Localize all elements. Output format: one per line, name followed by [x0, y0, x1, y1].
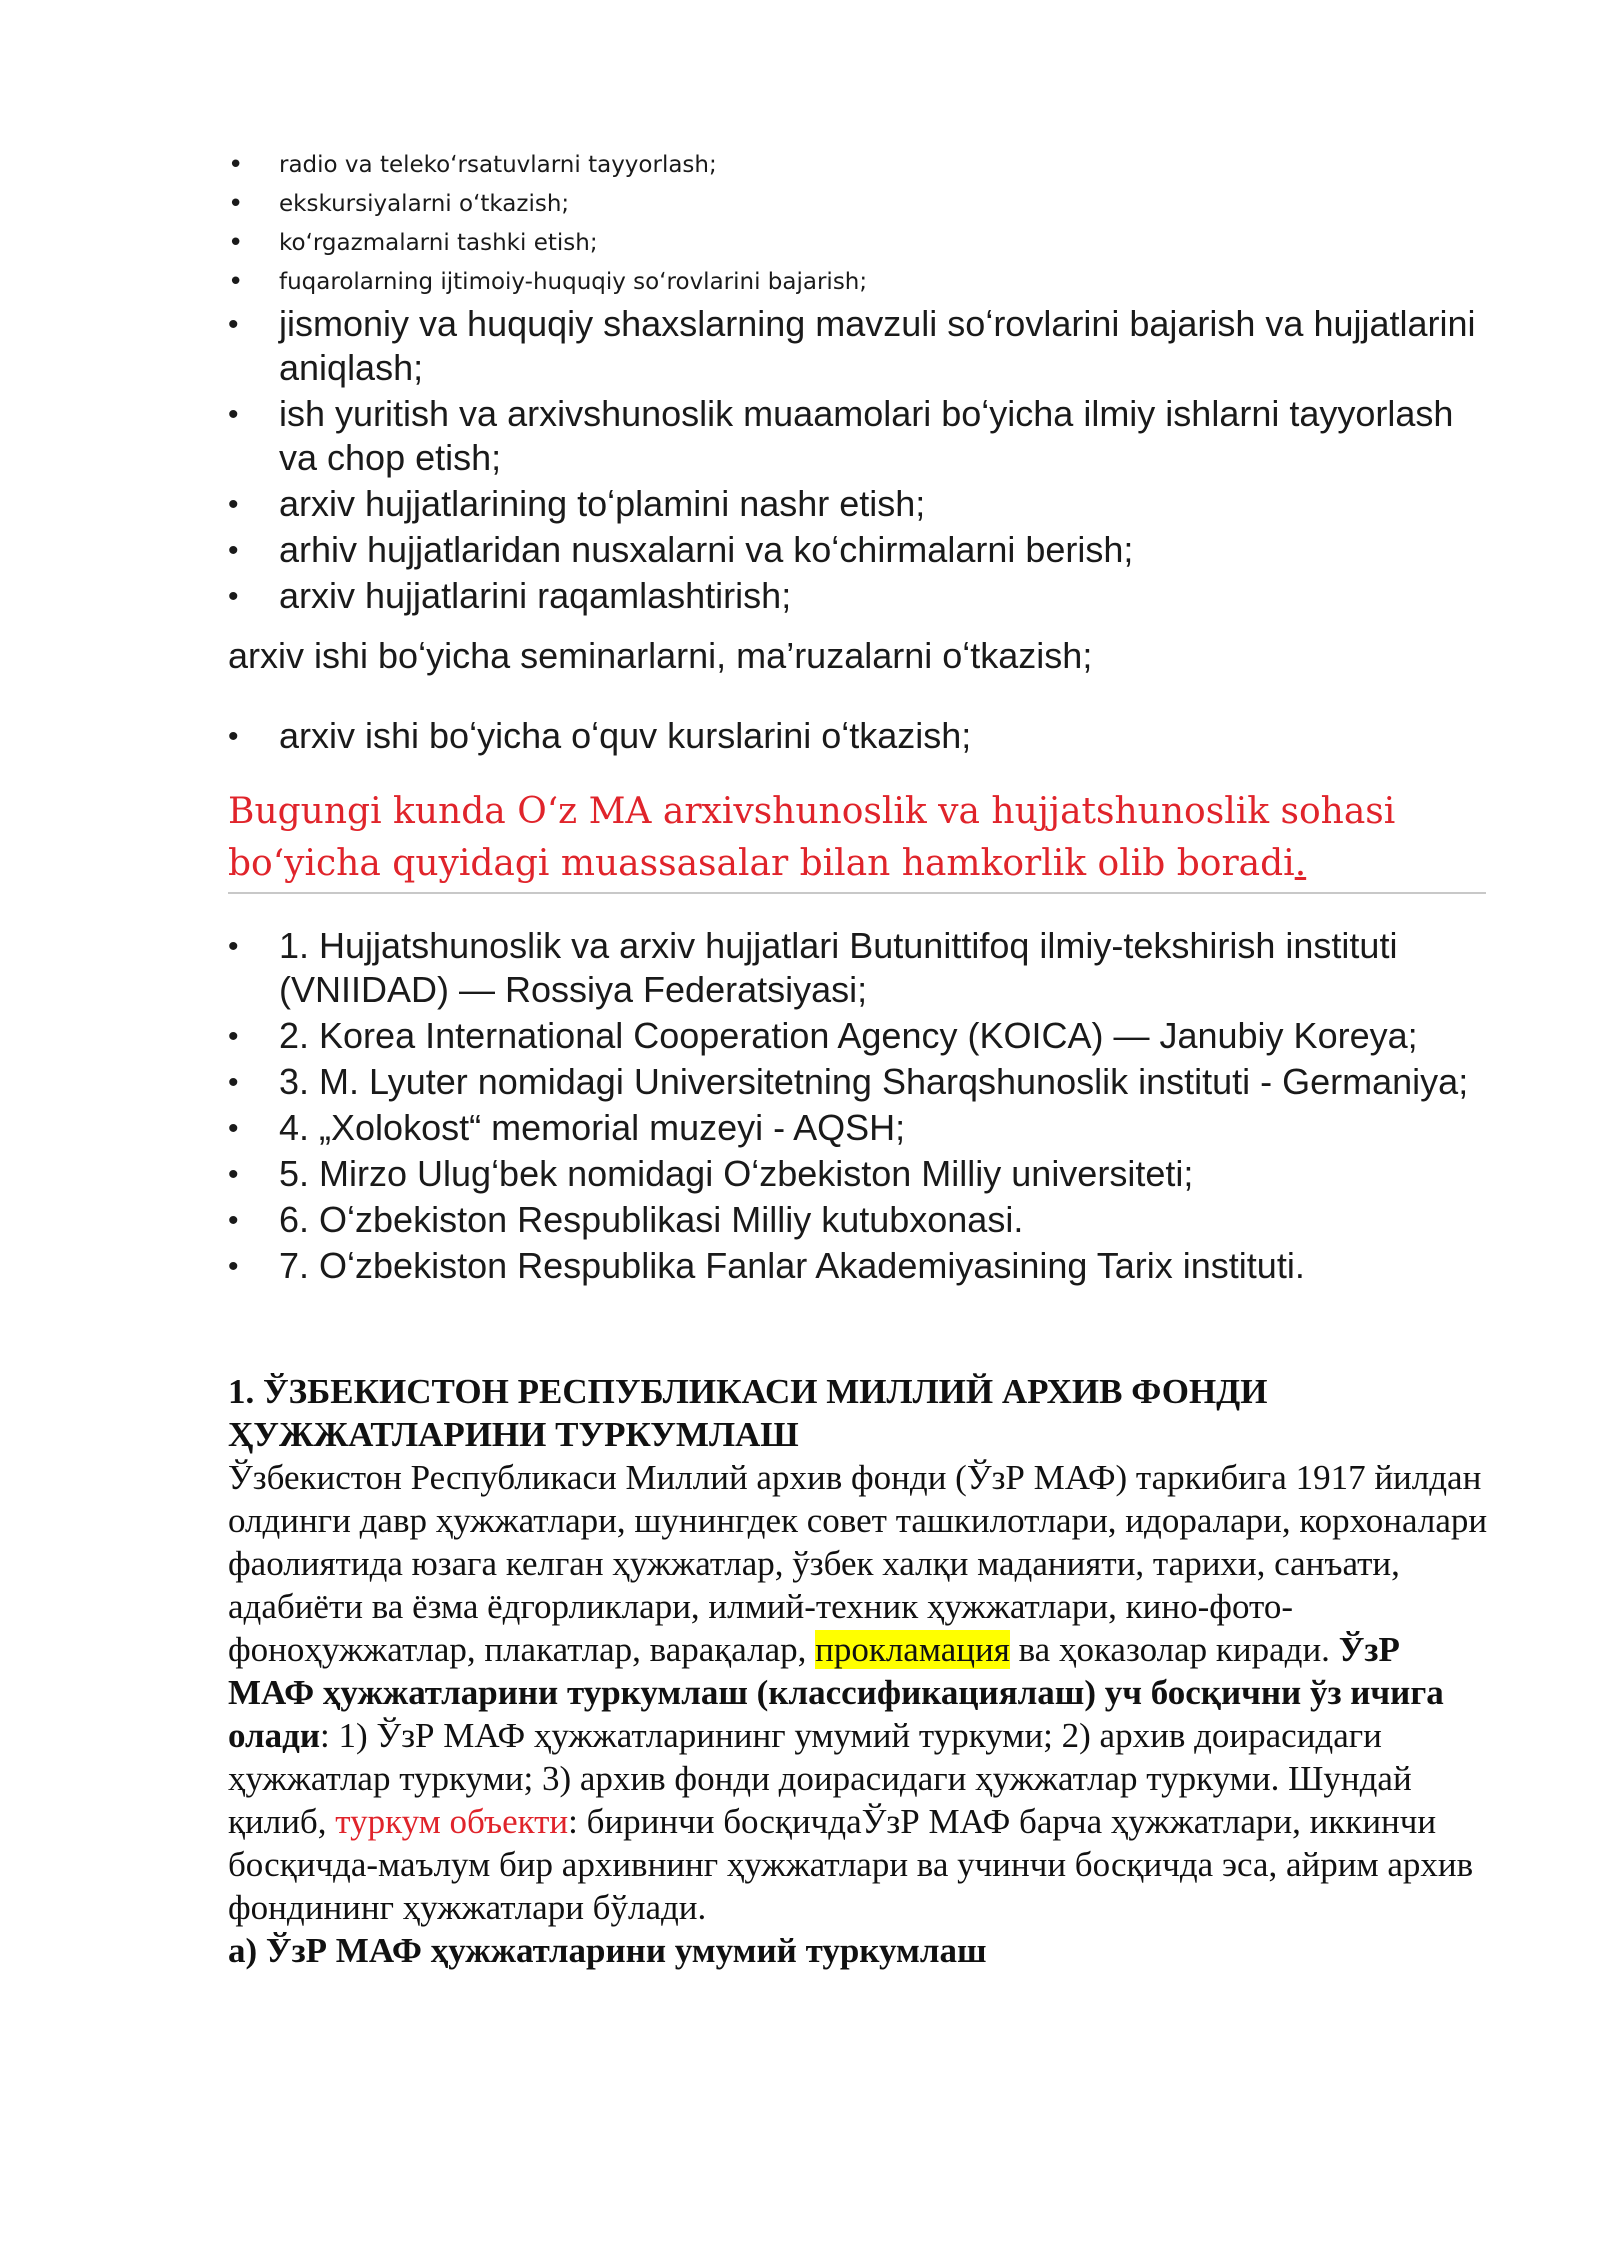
bullet-icon: • [228, 488, 239, 521]
bold-phrase: ЎзР МАФ ҳужжатларини туркумлаш (классификациялаш) уч босқични ўз ичига олади [228, 1630, 1444, 1755]
list-item: • fuqarolarning ijtimoiy-huquqiy soʻrovlarini bajarish; [228, 263, 1488, 302]
list-item: • ekskursiyalarni oʻtkazish; [228, 185, 1488, 224]
bullet-icon: • [228, 189, 244, 219]
bullet-icon: • [228, 1250, 239, 1283]
list-item: • 6. Oʻzbekiston Respublikasi Milliy kutubxonasi. [228, 1198, 1488, 1242]
services-list-large [228, 302, 1488, 618]
list-item: • 5. Mirzo Ulugʻbek nomidagi Oʻzbekiston Milliy universiteti; [228, 1152, 1488, 1196]
bullet-icon: • [228, 398, 239, 431]
bullet-icon: • [228, 150, 244, 180]
red-term: туркум объекти [335, 1802, 569, 1841]
section-paragraph: Ўзбекистон Республикаси Миллий архив фонди (ЎзР МАФ) таркибига 1917 йилдан олдинги давр ҳужжатлари, шунингдек совет ташкилотлари, идоралари, корхоналари фаолиятида юзага келган ҳужжатлар, ўзбек халқи маданияти, тарихи, санъати, адабиёти ва ёзма ёдгорликлари, илмий-техник ҳужжатлари, кино-фото-фоноҳужжатлар, плакатлар, варақалар, прокламация ва ҳоказолар киради. ЎзР МАФ ҳужжатларини туркумлаш (классификациялаш) уч босқични ўз ичига олади: 1) ЎзР МАФ ҳужжатларининг умумий туркуми; 2) архив доирасидаги ҳужжатлар туркуми; 3) архив фонди доирасидаги ҳужжатлар туркуми. Шундай қилиб, туркум объекти: биринчи босқичдаЎзР МАФ барча ҳужжатлари, иккинчи босқичда-маълум бир архивнинг ҳужжатлари ва учинчи босқичда эса, айрим архив фондининг ҳужжатлари бўлади. [228, 1458, 1488, 1927]
list-item: • 1. Hujjatshunoslik va arxiv hujjatlari Butunittifoq ilmiy-tekshirish instituti (VNIIDAD) — Rossiya Federatsiyasi; [228, 925, 1398, 1010]
bullet-icon: • [228, 267, 244, 297]
section-subheading: а) ЎзР МАФ ҳужжатларини умумий туркумлаш [228, 1931, 987, 1970]
cooperation-heading: Bugungi kunda Oʻz MA arxivshunoslik va hujjatshunoslik sohasi boʻyicha quyidagi muassasalar bilan hamkorlik olib boradi. [228, 786, 1486, 894]
list-item: • koʻrgazmalarni tashki etish; [228, 224, 1488, 263]
partners-list [228, 924, 1488, 1288]
highlighted-term: прокламация [815, 1630, 1010, 1669]
list-item: • 7. Oʻzbekiston Respublika Fanlar Akademiyasining Tarix instituti. [228, 1244, 1488, 1288]
bullet-icon: • [228, 580, 239, 613]
list-item: • arxiv hujjatlarining toʻplamini nashr etish; [228, 482, 1488, 526]
list-item: • jismoniy va huquqiy shaxslarning mavzuli soʻrovlarini bajarish va hujjatlarini aniqlash; [228, 303, 1476, 388]
bullet-icon: • [228, 534, 239, 567]
bullet-icon: • [228, 228, 244, 258]
list-item: • 2. Korea International Cooperation Agency (KOICA) — Janubiy Koreya; [228, 1014, 1488, 1058]
plain-paragraph: arxiv ishi boʻyicha seminarlarni, ma’ruzalarni oʻtkazish; [228, 635, 1093, 676]
bullet-icon: • [228, 1020, 239, 1053]
list-item: • 3. M. Lyuter nomidagi Universitetning Sharqshunoslik instituti - Germaniya; [228, 1060, 1488, 1104]
courses-list [228, 714, 1488, 758]
bullet-icon: • [228, 1158, 239, 1191]
bullet-icon: • [228, 930, 239, 963]
list-item: • arhiv hujjatlaridan nusxalarni va koʻchirmalarni berish; [228, 528, 1488, 572]
list-item: • radio va telekoʻrsatuvlarni tayyorlash; [228, 146, 1488, 185]
services-list-small [228, 146, 1488, 302]
bullet-icon: • [228, 1112, 239, 1145]
document-content [228, 146, 1488, 1972]
bullet-icon: • [228, 720, 239, 753]
list-item: • arxiv ishi boʻyicha oʻquv kurslarini oʻtkazish; [228, 714, 1488, 758]
bullet-icon: • [228, 1066, 239, 1099]
bullet-icon: • [228, 1204, 239, 1237]
section-heading: 1. ЎЗБЕКИСТОН РЕСПУБЛИКАСИ МИЛЛИЙ АРХИВ ФОНДИ ҲУЖЖАТЛАРИНИ ТУРКУМЛАШ [228, 1372, 1268, 1454]
bullet-icon: • [228, 308, 239, 341]
classification-section [228, 1370, 1488, 1972]
list-item: • ish yuritish va arxivshunoslik muaamolari boʻyicha ilmiy ishlarni tayyorlash va chop etish; [228, 393, 1454, 478]
list-item: • 4. „Xolokost“ memorial muzeyi - AQSH; [228, 1106, 1488, 1150]
list-item: • arxiv hujjatlarini raqamlashtirish; [228, 574, 1488, 618]
